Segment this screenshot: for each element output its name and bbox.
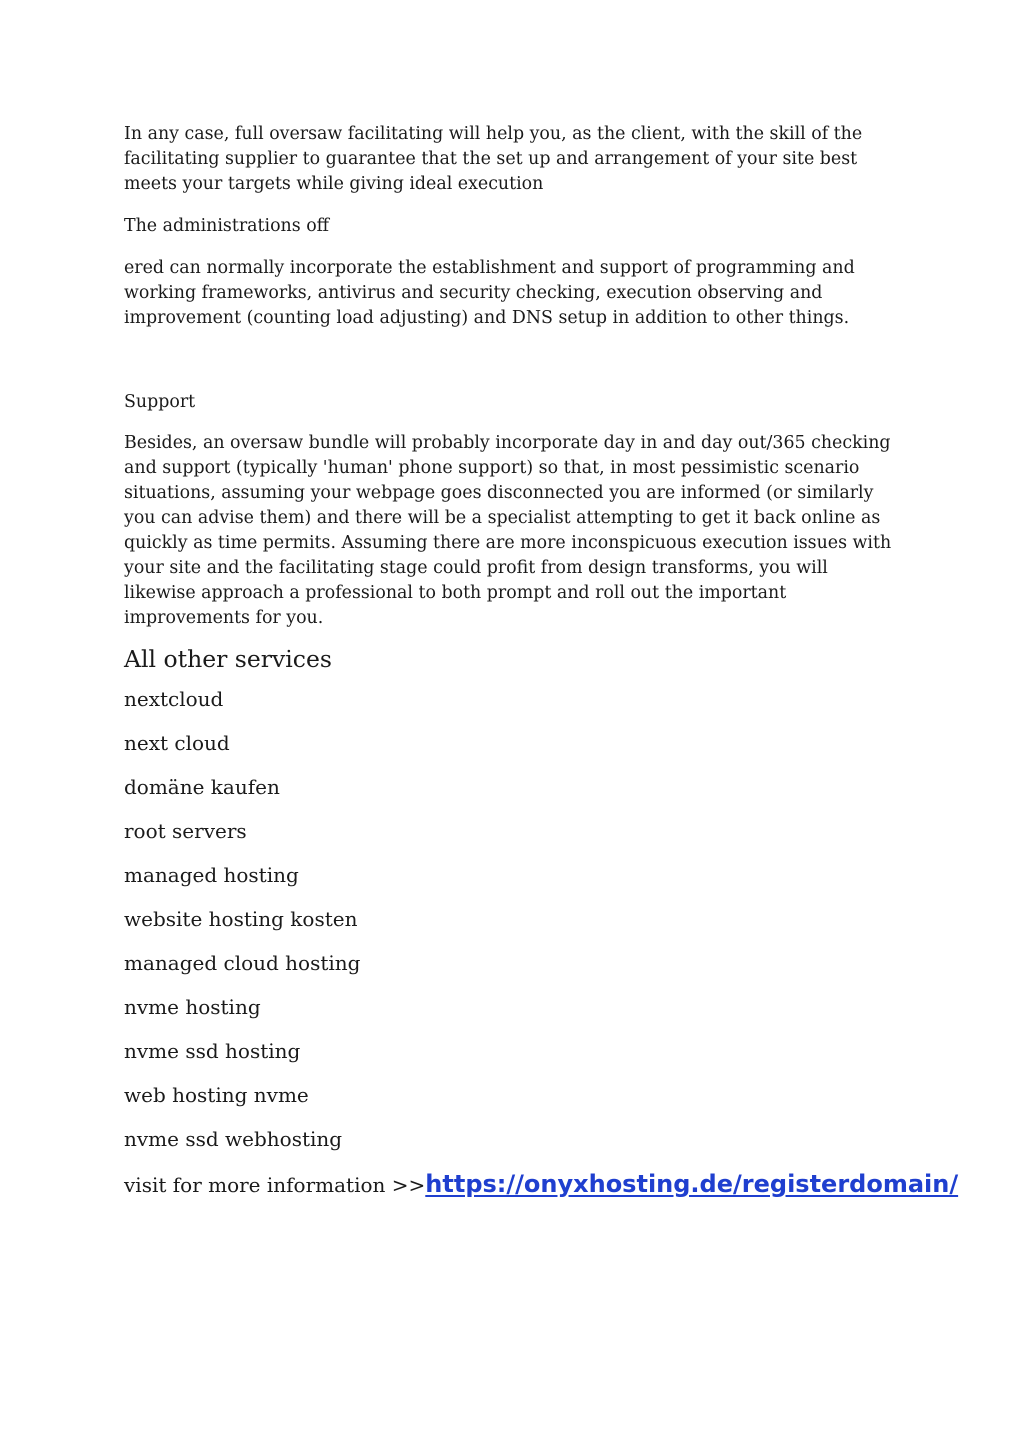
document-page <box>124 122 959 1200</box>
list-item: website hosting kosten <box>124 907 358 931</box>
list-item: next cloud <box>124 731 230 755</box>
list-item: nvme hosting <box>124 995 261 1019</box>
list-item: nvme ssd hosting <box>124 1039 301 1063</box>
visit-line <box>124 1169 959 1200</box>
list-item: domäne kaufen <box>124 775 280 799</box>
visit-prefix: visit for more information >> <box>124 1173 426 1197</box>
administrations-paragraph: The administrations off <box>124 216 330 236</box>
services-heading: All other services <box>124 645 332 673</box>
list-item: web hosting nvme <box>124 1083 309 1107</box>
list-item: nvme ssd webhosting <box>124 1127 343 1151</box>
registerdomain-link[interactable]: https://onyxhosting.de/registerdomain/ <box>425 1170 959 1198</box>
intro-paragraph: In any case, full oversaw facilitating will help you, as the client, with the skill of the facilitating supplier to guarantee that the set up and arrangement of your site best meets your targets while giving ideal execution <box>124 124 863 194</box>
list-item: nextcloud <box>124 687 224 711</box>
support-label: Support <box>124 392 196 412</box>
list-item: managed hosting <box>124 863 299 887</box>
offered-services-paragraph: ered can normally incorporate the establishment and support of programming and working frameworks, antivirus and security checking, execution observing and improvement (counting load adjusting) and DNS setup in addition to other things. <box>124 258 855 328</box>
list-item: root servers <box>124 819 247 843</box>
support-paragraph: Besides, an oversaw bundle will probably incorporate day in and day out/365 checking and support (typically 'human' phone support) so that, in most pessimistic scenario situations, assuming your webpage goes disconnected you are informed (or similarly you can advise them) and there will be a specialist attempting to get it back online as quickly as time permits. Assuming there are more inconspicuous execution issues with your site and the facilitating stage could profit from design transforms, you will likewise approach a professional to both prompt and roll out the important improvements for you. <box>124 433 892 628</box>
list-item: managed cloud hosting <box>124 951 361 975</box>
services-list <box>124 685 894 1153</box>
